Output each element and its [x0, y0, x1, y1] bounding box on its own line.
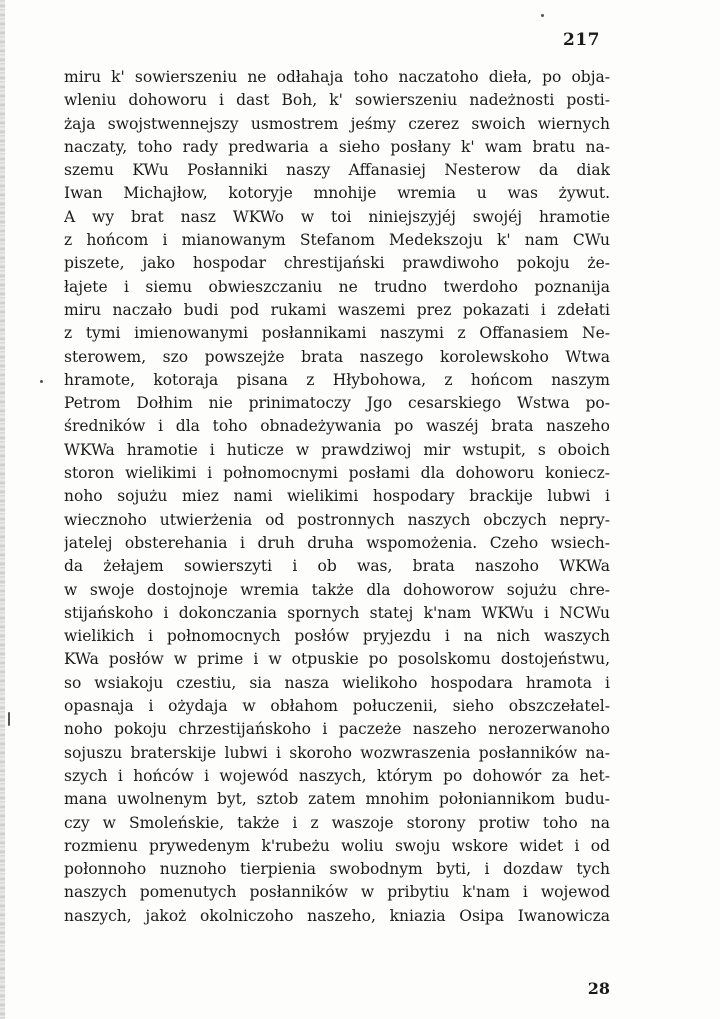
- text-line: KWa posłów w prime i w otpuskie po posolskomu dostojeństwu,: [64, 650, 610, 669]
- text-line: WKWa hramotie i huticze w prawdziwoj mir wstupit, s oboich: [64, 440, 610, 459]
- text-line: A wy brat nasz WKWo w toi niniejszyjéj swojéj hramotie: [64, 207, 610, 226]
- text-line: naczaty, toho rady predwaria a sieho posłany k' wam bratu na-: [64, 137, 610, 156]
- text-line: w swoje dostojnoje wremia także dla dohoworow sojużu chre-: [64, 580, 610, 599]
- ink-speck: [8, 712, 10, 726]
- text-line: rozmienu prywedenym k'rubeżu woliu swoju wskore widet i od: [64, 836, 610, 855]
- text-line: storon wielikimi i połnomocnymi posłami dla dohoworu koniecz-: [64, 464, 610, 483]
- text-line: wielikich i połnomocnych posłów pryjezdu i na nich waszych: [64, 627, 610, 646]
- text-line: szemu KWu Posłanniki naszy Affanasiej Nesterow da diak: [64, 161, 610, 180]
- text-line: Iwan Michajłow, kotoryje mnohije wremia u was żywut.: [64, 184, 610, 203]
- text-line: stijańskoho i dokonczania spornych statej k'nam WKWu i NCWu: [64, 603, 610, 622]
- text-line: średników i dla toho obnadeżywania po waszéj brata naszeho: [64, 417, 610, 436]
- text-line: opasnaja i ożydaja w obłahom połuczenii, sieho obszczełatel-: [64, 697, 610, 716]
- text-line: naszych pomenutych posłanników w pribytiu k'nam i wojewod: [64, 883, 610, 902]
- text-line: miru k' sowierszeniu ne odłahaja toho naczatoho dieła, po obja-: [64, 68, 610, 86]
- text-line: da żełajem sowierszyti i ob was, brata naszoho WKWa: [64, 557, 610, 576]
- scan-edge: [0, 0, 5, 1019]
- text-line: czy w Smoleńskie, także i z waszoje storony protiw toho na: [64, 813, 610, 832]
- text-line: noho sojużu miez nami wielikimi hospodary brackije lubwi i: [64, 487, 610, 506]
- text-line: szych i hońców i wojewód naszych, którym po dohowór za het-: [64, 766, 610, 785]
- text-line: Petrom Dołhim nie prinimatoczy Jgo cesarskiego Wstwa po-: [64, 394, 610, 413]
- text-line: żaja swojstwennejszy usmostrem jeśmy czerez swoich wiernych: [64, 114, 610, 133]
- ink-speck: [541, 14, 544, 17]
- text-line: wleniu dohoworu i dast Boh, k' sowierszeniu nadeżnosti posti-: [64, 91, 610, 110]
- text-line: wiecznoho utwierżenia od postronnych naszych obczych nepry-: [64, 510, 610, 529]
- text-line: jatelej obsterehania i druh druha wspomożenia. Czeho wsiech-: [64, 533, 610, 552]
- text-line: hramote, kotoraja pisana z Hłybohowa, z hońcom naszym: [64, 370, 610, 389]
- text-line: połonnoho nuznoho tierpienia swobodnym byti, i dozdaw tych: [64, 860, 610, 879]
- text-line: miru naczało budi pod rukami waszemi prez pokazati i zdełati: [64, 300, 610, 319]
- text-line: naszych, jakoż okolniczoho naszeho, kniazia Osipa Iwanowicza: [64, 906, 610, 925]
- text-line: łajete i siemu obwieszczaniu ne trudno twerdoho poznanija: [64, 277, 610, 296]
- text-line: mana uwolnenym byt, sztob zatem mnohim połoniannikom budu-: [64, 790, 610, 809]
- text-line: z tymi imienowanymi posłannikami naszymi z Offanasiem Ne-: [64, 324, 610, 343]
- page-number: 217: [563, 30, 600, 50]
- body-text: [64, 66, 610, 928]
- printer-signature: 28: [587, 979, 610, 998]
- text-line: sterowem, szo powszejże brata naszego korolewskoho Wtwa: [64, 347, 610, 366]
- text-line: sojuszu braterskije lubwi i skoroho wozwraszenia posłanników na-: [64, 743, 610, 762]
- ink-speck: [40, 380, 43, 383]
- text-line: so wsiakoju czestiu, sia nasza wielikoho hospodara hramota i: [64, 673, 610, 692]
- text-line: piszete, jako hospodar chrestijański prawdiwoho pokoju że-: [64, 254, 610, 273]
- text-line: noho pokoju chrzestijańskoho i paczeże naszeho nerozerwanoho: [64, 720, 610, 739]
- text-line: z hońcom i mianowanym Stefanom Medekszoju k' nam CWu: [64, 231, 610, 250]
